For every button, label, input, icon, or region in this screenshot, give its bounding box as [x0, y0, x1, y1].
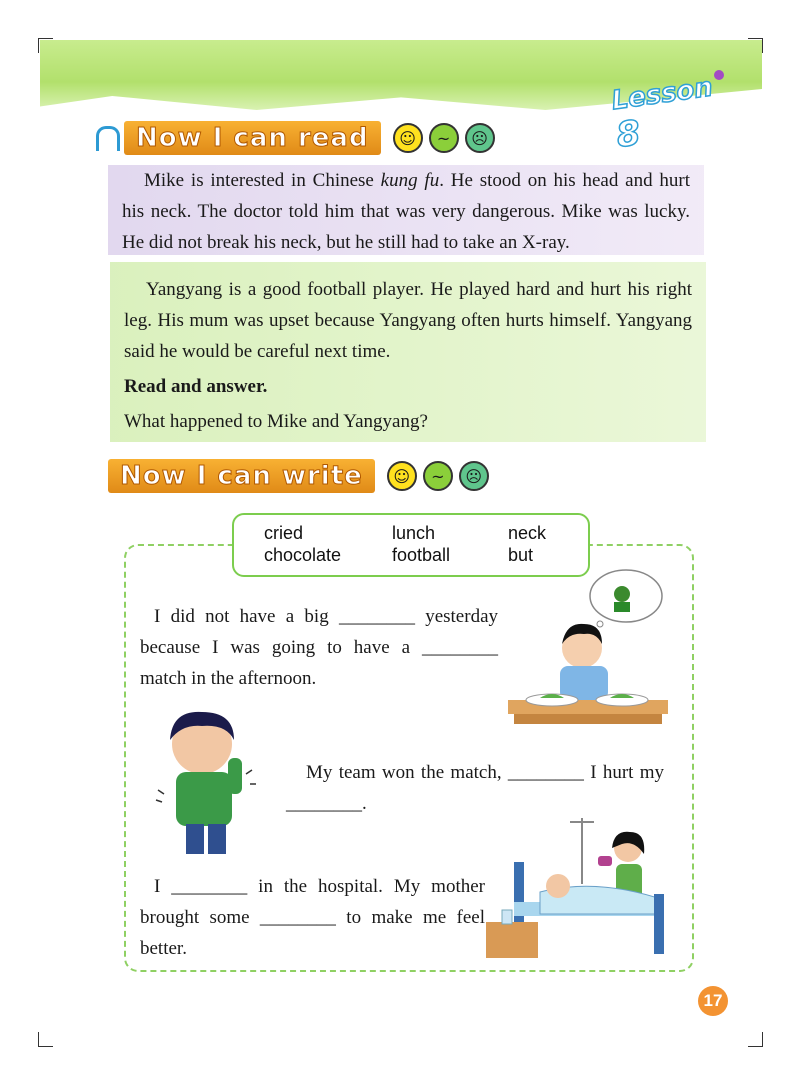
word-bank-item: lunch	[392, 523, 436, 543]
sad-face-icon[interactable]: ☹	[459, 461, 489, 491]
headphones-icon	[96, 126, 120, 151]
passage-mike-part-2: . He stood on his head and hurt his neck. The doctor told him that was very dangerous. Mike was lucky. He did not break his neck, but he still had to take an X-ray.	[122, 170, 691, 253]
boy-hurt-neck-illustration	[150, 700, 268, 858]
reading-passage-yangyang	[110, 262, 706, 442]
self-assessment-faces-read	[393, 123, 495, 153]
page-number-badge: 17	[698, 986, 728, 1016]
comprehension-question: What happened to Mike and Yangyang?	[124, 411, 428, 432]
passage-mike-kung-fu: kung fu	[380, 170, 440, 191]
neutral-face-icon[interactable]: ~	[429, 123, 459, 153]
hospital-bed-illustration	[484, 814, 680, 960]
word-bank-item: football	[392, 545, 451, 565]
read-and-answer-heading: Read and answer.	[124, 376, 268, 397]
word-bank-item: neck	[508, 523, 547, 543]
neutral-face-icon[interactable]: ~	[423, 461, 453, 491]
lesson-word: Lesson	[609, 72, 715, 117]
word-bank-item: but	[508, 545, 534, 565]
read-section-header	[96, 121, 495, 155]
passage-yangyang-text: Yangyang is a good football player. He played hard and hurt his right leg. His mum was upset because Yangyang often hurts himself. Yangyang said he would be careful next time.	[124, 279, 692, 362]
exercise-3-text: I ________ in the hospital. My mother brought some ________ to make me feel better.	[140, 876, 485, 959]
word-bank-item: cried	[264, 523, 304, 543]
reading-passage-mike	[108, 165, 704, 255]
crop-mark-bottom-left	[38, 1032, 53, 1047]
exercise-2-text: My team won the match, ________ I hurt my ________.	[286, 762, 664, 814]
sad-face-icon[interactable]: ☹	[465, 123, 495, 153]
passage-mike-part-1: Mike is interested in Chinese	[144, 170, 381, 191]
crop-mark-bottom-right	[748, 1032, 763, 1047]
happy-face-icon[interactable]: ☺	[393, 123, 423, 153]
word-bank	[232, 513, 590, 577]
word-bank-item: chocolate	[264, 545, 342, 565]
write-section-title: Now I can write	[108, 459, 375, 493]
happy-face-icon[interactable]: ☺	[387, 461, 417, 491]
read-section-title: Now I can read	[124, 121, 381, 155]
lesson-number: 8	[613, 112, 643, 156]
self-assessment-faces-write	[387, 461, 489, 491]
exercise-1-text: I did not have a big ________ yesterday because I was going to have a ________ match in the afternoon.	[140, 606, 498, 689]
boy-eating-lunch-illustration	[504, 566, 674, 734]
write-section-header	[108, 459, 489, 493]
